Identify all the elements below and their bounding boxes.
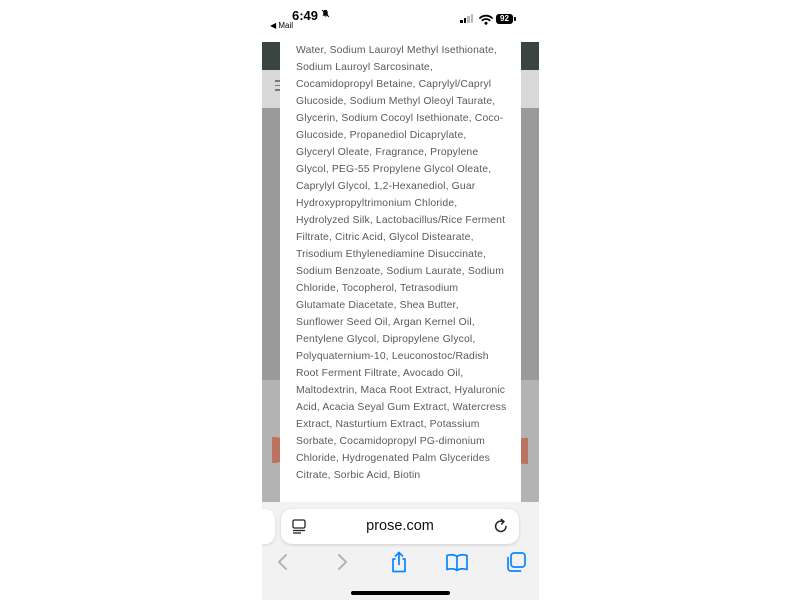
battery-indicator: 92 bbox=[496, 14, 513, 24]
ingredients-list: Water, Sodium Lauroyl Methyl Isethionate, Sodium Lauroyl Sarcosinate, Cocamidopropyl Betaine, Caprylyl/Capryl Glucoside, Sodium Methyl Oleoyl Taurate, Glycerin, Sodium Cocoyl Isethionate, Coco-Glucoside, Propanediol Dicaprylate, Glyceryl Oleate, Fragrance, Propylene Glycol, PEG-55 Propylene Glycol Oleate, Caprylyl Glycol, 1,2-Hexanediol, Guar Hydroxypropyltrimonium Chloride, Hydrolyzed Silk, Lactobacillus/Rice Ferment Filtrate, Citric Acid, Glycol Distearate, Trisodium Ethylenediamine Disuccinate, Sodium Benzoate, Sodium Laurate, Sodium Chloride, Tocopherol, Tetrasodium Glutamate Diacetate, Shea Butter, Sunflower Seed Oil, Argan Kernel Oil, Pentylene Glycol, Dipropylene Glycol, Polyquaternium-10, Leuconostoc/Radish Root Ferment Filtrate, Avocado Oil, Maltodextrin, Maca Root Extract, Hyaluronic Acid, Acacia Seyal Gum Extract, Watercress Extract, Nasturtium Extract, Potassium Sorbate, Cocamidopropyl PG-dimonium Chloride, Hydrogenated Palm Glycerides Citrate, Sorbic Acid, Biotin bbox=[296, 45, 507, 481]
phone-screen bbox=[262, 0, 539, 600]
tabs-icon[interactable] bbox=[504, 551, 528, 573]
bookmarks-icon[interactable] bbox=[445, 551, 469, 573]
safari-bottom-bar bbox=[262, 502, 539, 600]
address-bar[interactable] bbox=[281, 509, 519, 544]
previous-tab-peek[interactable] bbox=[262, 509, 275, 544]
home-indicator bbox=[351, 591, 450, 595]
share-icon[interactable] bbox=[387, 551, 411, 573]
wifi-icon bbox=[479, 12, 493, 23]
back-icon[interactable] bbox=[271, 551, 295, 573]
reload-icon[interactable] bbox=[493, 518, 509, 534]
status-time: 6:49 bbox=[292, 8, 319, 23]
cellular-signal-icon bbox=[460, 14, 474, 23]
safari-toolbar bbox=[262, 547, 539, 577]
url-text[interactable]: prose.com bbox=[366, 518, 434, 534]
ingredients-modal bbox=[280, 42, 521, 502]
status-bar bbox=[262, 0, 539, 42]
forward-icon[interactable] bbox=[330, 551, 354, 573]
bell-slash-icon bbox=[321, 9, 330, 21]
back-to-mail-link[interactable]: ◀ Mail bbox=[270, 21, 294, 30]
battery-tip bbox=[514, 17, 516, 21]
